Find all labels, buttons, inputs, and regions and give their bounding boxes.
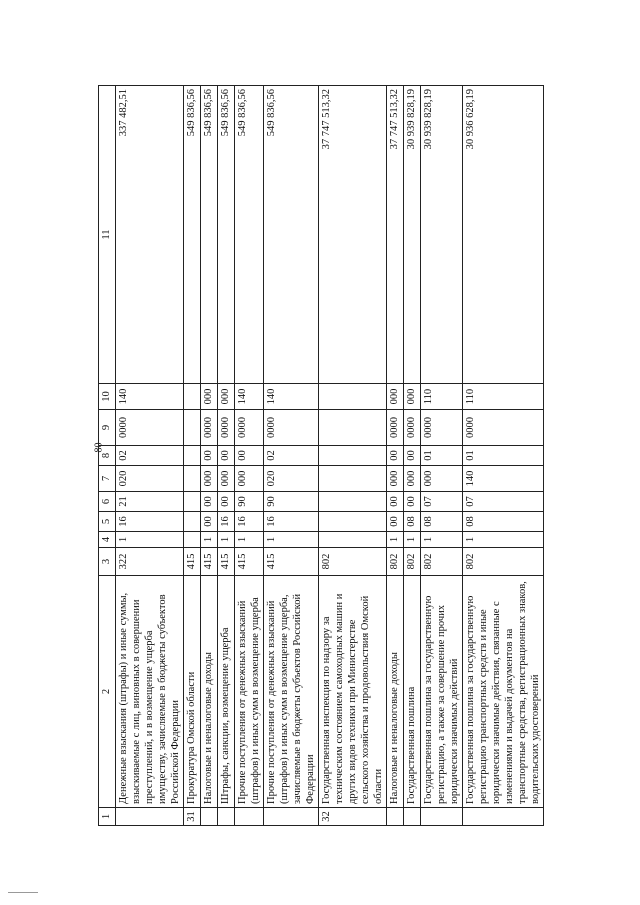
code-admin-cell: 415 <box>235 548 264 576</box>
description-cell: Прочие поступления от денежных взысканий (штрафов) и иных сумм в возмещение ущерба, зачисляемые в бюджеты субъектов Российской Федерации <box>264 576 319 808</box>
code-article-cell: 00 <box>218 492 235 512</box>
code-subgroup-cell: 08 <box>463 512 544 532</box>
code-economic-cell <box>184 384 201 410</box>
code-program-cell: 0000 <box>116 410 184 446</box>
code-economic-cell: 140 <box>235 384 264 410</box>
code-subarticle-cell <box>184 466 201 492</box>
code-economic-cell <box>319 384 387 410</box>
code-program-cell: 0000 <box>421 410 463 446</box>
revenue-table <box>98 85 544 826</box>
code-article-cell <box>319 492 387 512</box>
code-element-cell: 00 <box>201 446 218 466</box>
code-program-cell <box>319 410 387 446</box>
table-row <box>319 86 387 826</box>
code-admin-cell: 415 <box>201 548 218 576</box>
code-economic-cell: 110 <box>421 384 463 410</box>
code-article-cell: 90 <box>264 492 319 512</box>
code-article-cell <box>184 492 201 512</box>
code-group-cell: 1 <box>387 532 404 548</box>
code-subarticle-cell <box>319 466 387 492</box>
amount-cell: 30 939 828,19 <box>421 86 463 384</box>
description-cell: Денежные взыскания (штрафы) и иные суммы, взыскиваемые с лиц, виновных в совершении преступлений, и в возмещение ущерба имуществу, зачисляемые в бюджеты субъектов Российской Федерации <box>116 576 184 808</box>
code-element-cell: 00 <box>218 446 235 466</box>
code-article-cell: 00 <box>201 492 218 512</box>
table-row <box>116 86 184 826</box>
code-group-cell: 1 <box>404 532 421 548</box>
table-row <box>404 86 421 826</box>
code-article-cell: 00 <box>387 492 404 512</box>
code-economic-cell: 140 <box>264 384 319 410</box>
description-cell: Государственная инспекция по надзору за техническим состоянием самоходных машин и других видов техники при Министерстве сельского хозяйства и продовольствия Омской области <box>319 576 387 808</box>
description-cell: Прокуратура Омской области <box>184 576 201 808</box>
row-number-cell <box>463 808 544 826</box>
code-article-cell: 21 <box>116 492 184 512</box>
row-number-cell <box>235 808 264 826</box>
description-cell: Прочие поступления от денежных взысканий (штрафов) и иных сумм в возмещение ущерба <box>235 576 264 808</box>
column-header: 11 <box>99 86 116 384</box>
row-number-cell <box>116 808 184 826</box>
code-subarticle-cell: 000 <box>218 466 235 492</box>
code-subgroup-cell <box>184 512 201 532</box>
description-cell: Государственная пошлина за государственную регистрацию транспортных средств и иные юридически значимые действия, связанные с изменениями и выдачей документов на транспортные средства, регистрационных знаков, водительских удостоверений <box>463 576 544 808</box>
description-cell: Налоговые и неналоговые доходы <box>387 576 404 808</box>
code-subarticle-cell: 020 <box>116 466 184 492</box>
table-row <box>463 86 544 826</box>
column-header: 2 <box>99 576 116 808</box>
code-article-cell: 00 <box>404 492 421 512</box>
row-number-cell: 31 <box>184 808 201 826</box>
code-element-cell: 01 <box>421 446 463 466</box>
code-subarticle-cell: 000 <box>201 466 218 492</box>
amount-cell: 37 747 513,32 <box>387 86 404 384</box>
code-program-cell: 0000 <box>387 410 404 446</box>
row-number-cell <box>201 808 218 826</box>
row-number-cell <box>264 808 319 826</box>
footer-divider <box>8 892 38 893</box>
code-subgroup-cell: 16 <box>264 512 319 532</box>
code-group-cell: 1 <box>264 532 319 548</box>
code-subgroup-cell: 08 <box>421 512 463 532</box>
code-group-cell: 1 <box>235 532 264 548</box>
table-row <box>421 86 463 826</box>
code-admin-cell: 802 <box>463 548 544 576</box>
code-group-cell: 1 <box>116 532 184 548</box>
column-header: 8 <box>99 446 116 466</box>
code-program-cell: 0000 <box>463 410 544 446</box>
description-cell: Государственная пошлина за государственную регистрацию, а также за совершение прочих юридически значимых действий <box>421 576 463 808</box>
amount-cell: 549 836,56 <box>264 86 319 384</box>
amount-cell: 549 836,56 <box>184 86 201 384</box>
code-element-cell: 00 <box>235 446 264 466</box>
table-row <box>184 86 201 826</box>
code-admin-cell: 415 <box>218 548 235 576</box>
code-subarticle-cell: 140 <box>463 466 544 492</box>
code-program-cell: 0000 <box>235 410 264 446</box>
amount-cell: 37 747 513,32 <box>319 86 387 384</box>
row-number-cell <box>421 808 463 826</box>
code-program-cell: 0000 <box>404 410 421 446</box>
code-subgroup-cell: 16 <box>116 512 184 532</box>
column-header: 1 <box>99 808 116 826</box>
code-subgroup-cell: 00 <box>201 512 218 532</box>
code-article-cell: 07 <box>463 492 544 512</box>
code-element-cell: 02 <box>116 446 184 466</box>
code-admin-cell: 802 <box>319 548 387 576</box>
column-header: 6 <box>99 492 116 512</box>
code-program-cell: 0000 <box>264 410 319 446</box>
table-row <box>218 86 235 826</box>
code-economic-cell: 000 <box>218 384 235 410</box>
row-number-cell <box>218 808 235 826</box>
amount-cell: 549 836,56 <box>235 86 264 384</box>
code-element-cell: 00 <box>404 446 421 466</box>
row-number-cell <box>387 808 404 826</box>
table-row <box>235 86 264 826</box>
column-header: 9 <box>99 410 116 446</box>
code-economic-cell: 000 <box>387 384 404 410</box>
code-subgroup-cell: 16 <box>218 512 235 532</box>
row-number-cell <box>404 808 421 826</box>
code-admin-cell: 802 <box>387 548 404 576</box>
rotated-table-container <box>98 86 554 826</box>
code-subarticle-cell: 000 <box>404 466 421 492</box>
code-program-cell: 0000 <box>201 410 218 446</box>
code-subgroup-cell: 08 <box>404 512 421 532</box>
code-group-cell: 1 <box>421 532 463 548</box>
code-program-cell <box>184 410 201 446</box>
page-number: 80 <box>93 442 105 453</box>
code-admin-cell: 802 <box>404 548 421 576</box>
description-cell: Штрафы, санкции, возмещение ущерба <box>218 576 235 808</box>
code-subarticle-cell: 000 <box>421 466 463 492</box>
code-admin-cell: 802 <box>421 548 463 576</box>
column-header: 3 <box>99 548 116 576</box>
column-header: 4 <box>99 532 116 548</box>
code-group-cell: 1 <box>463 532 544 548</box>
code-economic-cell: 000 <box>201 384 218 410</box>
code-economic-cell: 140 <box>116 384 184 410</box>
code-element-cell: 00 <box>387 446 404 466</box>
code-subarticle-cell: 020 <box>264 466 319 492</box>
header-row <box>99 86 116 826</box>
code-subgroup-cell <box>319 512 387 532</box>
amount-cell: 30 939 828,19 <box>404 86 421 384</box>
code-element-cell <box>184 446 201 466</box>
table-row <box>264 86 319 826</box>
code-element-cell: 01 <box>463 446 544 466</box>
code-group-cell: 1 <box>201 532 218 548</box>
code-element-cell <box>319 446 387 466</box>
description-cell: Налоговые и неналоговые доходы <box>201 576 218 808</box>
code-admin-cell: 322 <box>116 548 184 576</box>
table-row <box>201 86 218 826</box>
amount-cell: 549 836,56 <box>201 86 218 384</box>
description-cell: Государственная пошлина <box>404 576 421 808</box>
code-subgroup-cell: 00 <box>387 512 404 532</box>
code-admin-cell: 415 <box>264 548 319 576</box>
column-header: 7 <box>99 466 116 492</box>
code-subarticle-cell: 000 <box>235 466 264 492</box>
code-economic-cell: 000 <box>404 384 421 410</box>
code-subgroup-cell: 16 <box>235 512 264 532</box>
code-economic-cell: 110 <box>463 384 544 410</box>
code-element-cell: 02 <box>264 446 319 466</box>
amount-cell: 30 936 628,19 <box>463 86 544 384</box>
code-group-cell <box>319 532 387 548</box>
table-row <box>387 86 404 826</box>
column-header: 10 <box>99 384 116 410</box>
code-program-cell: 0000 <box>218 410 235 446</box>
row-number-cell: 32 <box>319 808 387 826</box>
code-article-cell: 90 <box>235 492 264 512</box>
amount-cell: 549 836,56 <box>218 86 235 384</box>
code-group-cell: 1 <box>218 532 235 548</box>
code-subarticle-cell: 000 <box>387 466 404 492</box>
code-group-cell <box>184 532 201 548</box>
amount-cell: 337 482,51 <box>116 86 184 384</box>
code-admin-cell: 415 <box>184 548 201 576</box>
code-article-cell: 07 <box>421 492 463 512</box>
column-header: 5 <box>99 512 116 532</box>
